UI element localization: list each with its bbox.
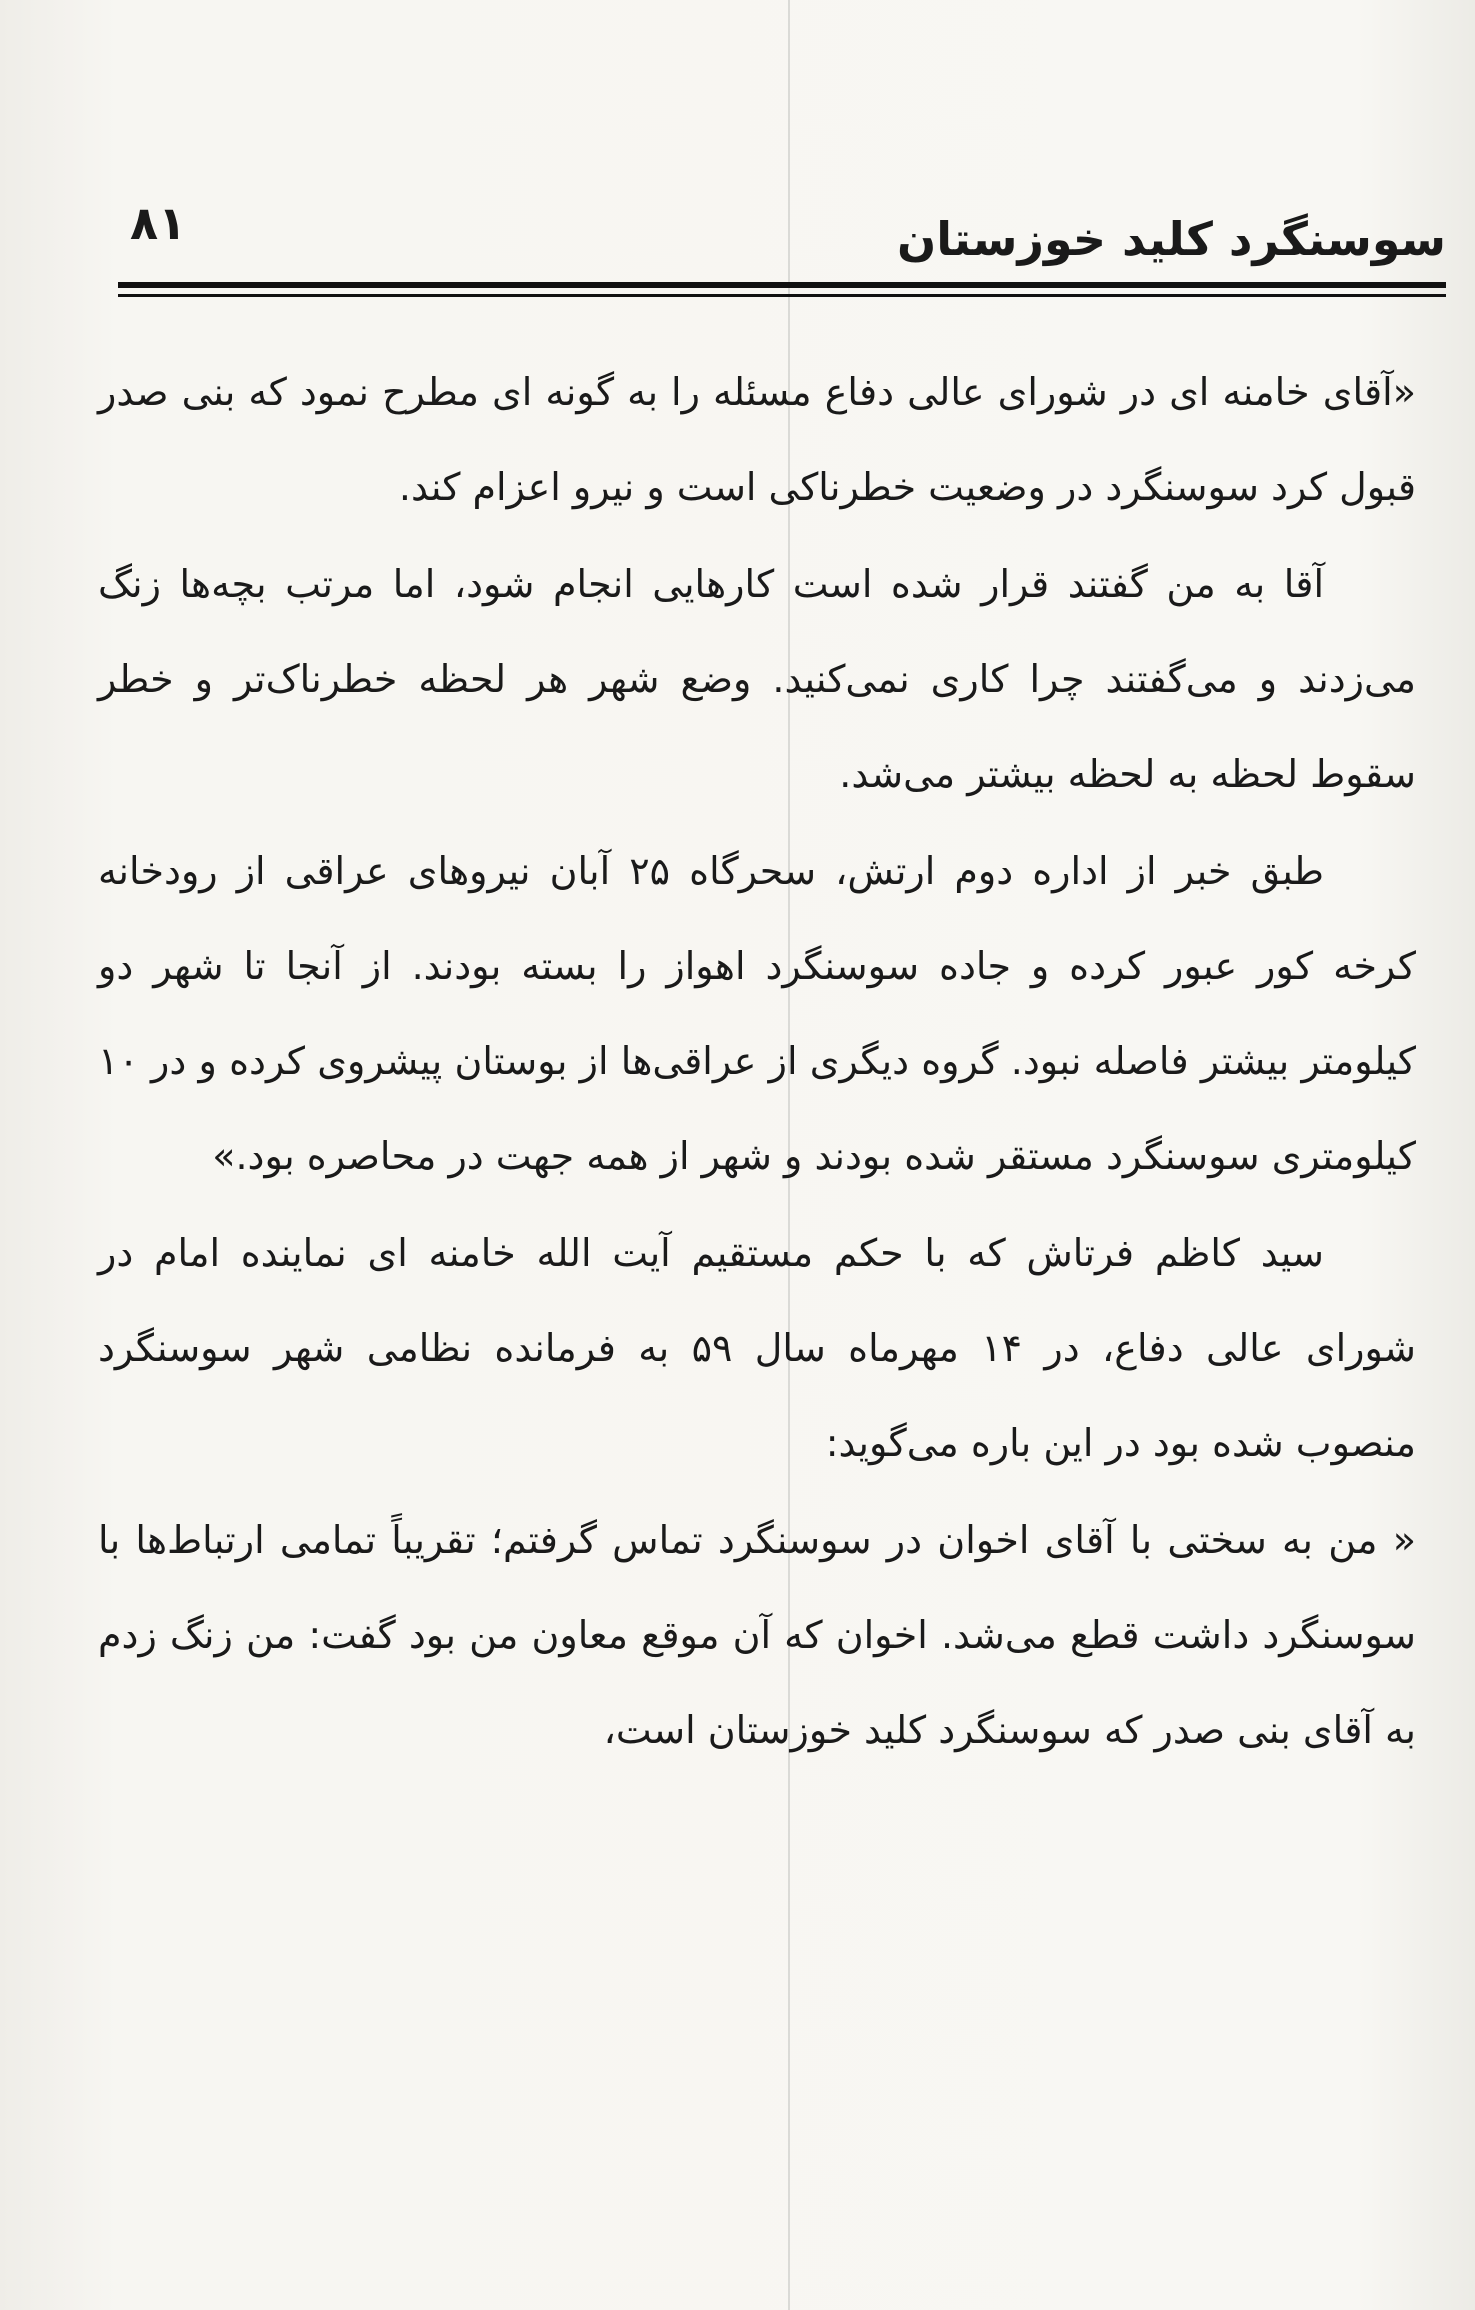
paragraph-quote-5: « من به سختی با آقای اخوان در سوسنگرد تماس گرفتم؛ تقریباً تمامی ارتباط‌ها با سوسنگرد داشت قطع می‌شد. اخوان که آن موقع معاون من بود گفت: من زنگ زدم به آقای بنی صدر که سوسنگرد کلید خوزستان است، xyxy=(98,1518,1416,1752)
running-title: سوسنگرد کلید خوزستان xyxy=(897,212,1446,266)
page-header xyxy=(118,190,1446,310)
paragraph-2: آقا به من گفتند قرار شده است کارهایی انجام شود، اما مرتب بچه‌ها زنگ می‌زدند و می‌گفتند چرا کاری نمی‌کنید. وضع شهر هر لحظه خطرناک‌تر و خطر سقوط لحظه به لحظه بیشتر می‌شد. xyxy=(98,562,1416,796)
paragraph-3: طبق خبر از اداره دوم ارتش، سحرگاه ۲۵ آبان نیروهای عراقی از رودخانه کرخه کور عبور کرده و جاده سوسنگرد اهواز را بسته بودند. از آنجا تا شهر دو کیلومتر بیشتر فاصله نبود. گروه دیگری از عراقی‌ها از بوستان پیشروی کرده و در ۱۰ کیلومتری سوسنگرد مستقر شده بودند و شهر از همه جهت در محاصره بود.» xyxy=(98,849,1416,1178)
header-rule-thin xyxy=(118,294,1446,297)
body-text xyxy=(98,345,1416,1778)
page-number: ۸۱ xyxy=(130,196,187,250)
paragraph-4: سید کاظم فرتاش که با حکم مستقیم آیت الله خامنه ای نماینده امام در شورای عالی دفاع، در ۱۴ مهرماه سال ۵۹ به فرمانده نظامی شهر سوسنگرد منصوب شده بود در این باره می‌گوید: xyxy=(98,1231,1416,1465)
header-rule-thick xyxy=(118,282,1446,288)
paragraph-quote-1: «آقای خامنه ای در شورای عالی دفاع مسئله را به گونه ای مطرح نمود که بنی صدر قبول کرد سوسنگرد در وضعیت خطرناکی است و نیرو اعزام کند. xyxy=(98,370,1416,509)
